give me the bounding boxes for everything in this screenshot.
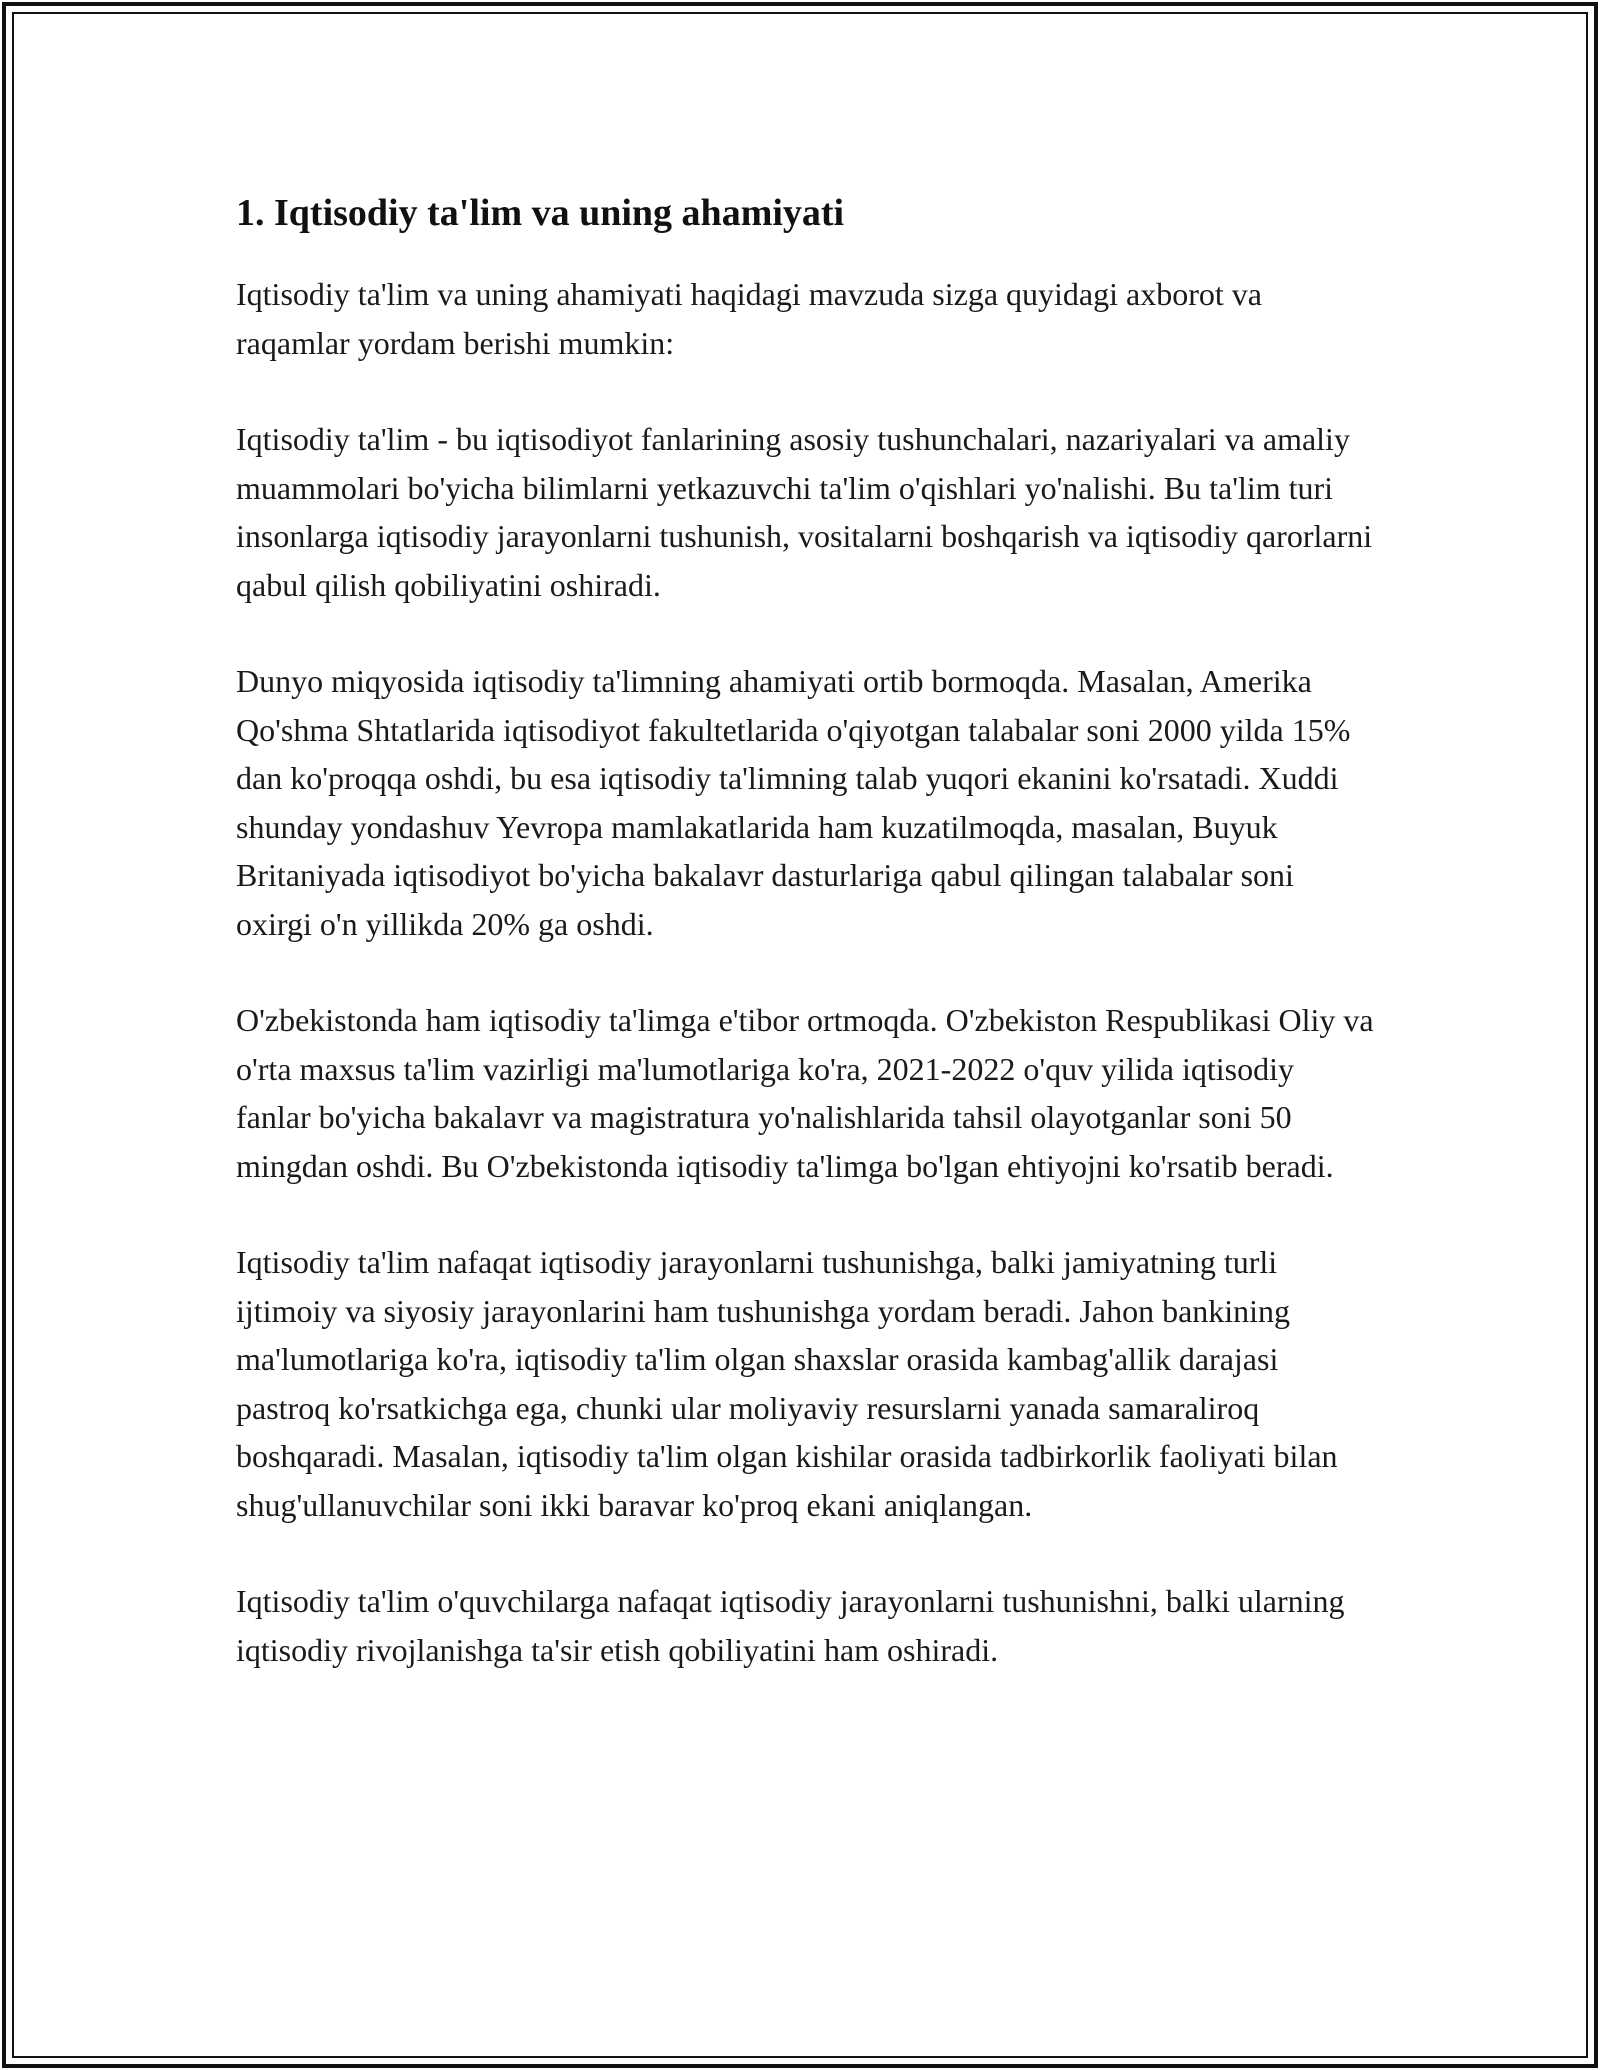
paragraph-uzbekistan: O'zbekistonda ham iqtisodiy ta'limga e'tibor ortmoqda. O'zbekiston Respublikasi Oliy va o'rta maxsus ta'lim vazirligi ma'lumotlariga ko'ra, 2021-2022 o'quv yilida iqtisodiy fanlar bo'yicha bakalavr va magistratura yo'nalishlarida tahsil olayotganlar soni 50 mingdan oshdi. Bu O'zbekistonda iqtisodiy ta'limga bo'lgan ehtiyojni ko'rsatib beradi. — [236, 1002, 1374, 1184]
section-heading: 1. Iqtisodiy ta'lim va uning ahamiyati — [236, 192, 845, 234]
paragraph-definition: Iqtisodiy ta'lim - bu iqtisodiyot fanlarining asosiy tushunchalari, nazariyalari va amaliy muammolari bo'yicha bilimlarni yetkazuvchi ta'lim o'qishlari yo'nalishi. Bu ta'lim turi insonlarga iqtisodiy jarayonlarni tushunish, vositalarni boshqarish va iqtisodiy qarorlarni qabul qilish qobiliyatini oshiradi. — [236, 421, 1373, 603]
document-body — [236, 188, 1376, 1722]
paragraph-social-impact: Iqtisodiy ta'lim nafaqat iqtisodiy jarayonlarni tushunishga, balki jamiyatning turli ijtimoiy va siyosiy jarayonlarini ham tushunishga yordam beradi. Jahon bankining ma'lumotlariga ko'ra, iqtisodiy ta'lim olgan shaxslar orasida kambag'allik darajasi pastroq ko'rsatkichga ega, chunki ular moliyaviy resurslarni yanada samaraliroq boshqaradi. Masalan, iqtisodiy ta'lim olgan kishilar orasida tadbirkorlik faoliyati bilan shug'ullanuvchilar soni ikki baravar ko'proq ekani aniqlangan. — [236, 1244, 1338, 1523]
paragraph-world-trends: Dunyo miqyosida iqtisodiy ta'limning ahamiyati ortib bormoqda. Masalan, Amerika Qo'shma Shtatlarida iqtisodiyot fakultetlarida o'qiyotgan talabalar soni 2000 yilda 15% dan ko'proqqa oshdi, bu esa iqtisodiy ta'limning talab yuqori ekanini ko'rsatadi. Xuddi shunday yondashuv Yevropa mamlakatlarida ham kuzatilmoqda, masalan, Buyuk Britaniyada iqtisodiyot bo'yicha bakalavr dasturlariga qabul qilingan talabalar soni oxirgi o'n yillikda 20% ga oshdi. — [236, 663, 1351, 942]
paragraph-conclusion: Iqtisodiy ta'lim o'quvchilarga nafaqat iqtisodiy jarayonlarni tushunishni, balki ularning iqtisodiy rivojlanishga ta'sir etish qobiliyatini ham oshiradi. — [236, 1583, 1345, 1668]
paragraph-intro: Iqtisodiy ta'lim va uning ahamiyati haqidagi mavzuda sizga quyidagi axborot va raqamlar yordam berishi mumkin: — [236, 276, 1262, 361]
